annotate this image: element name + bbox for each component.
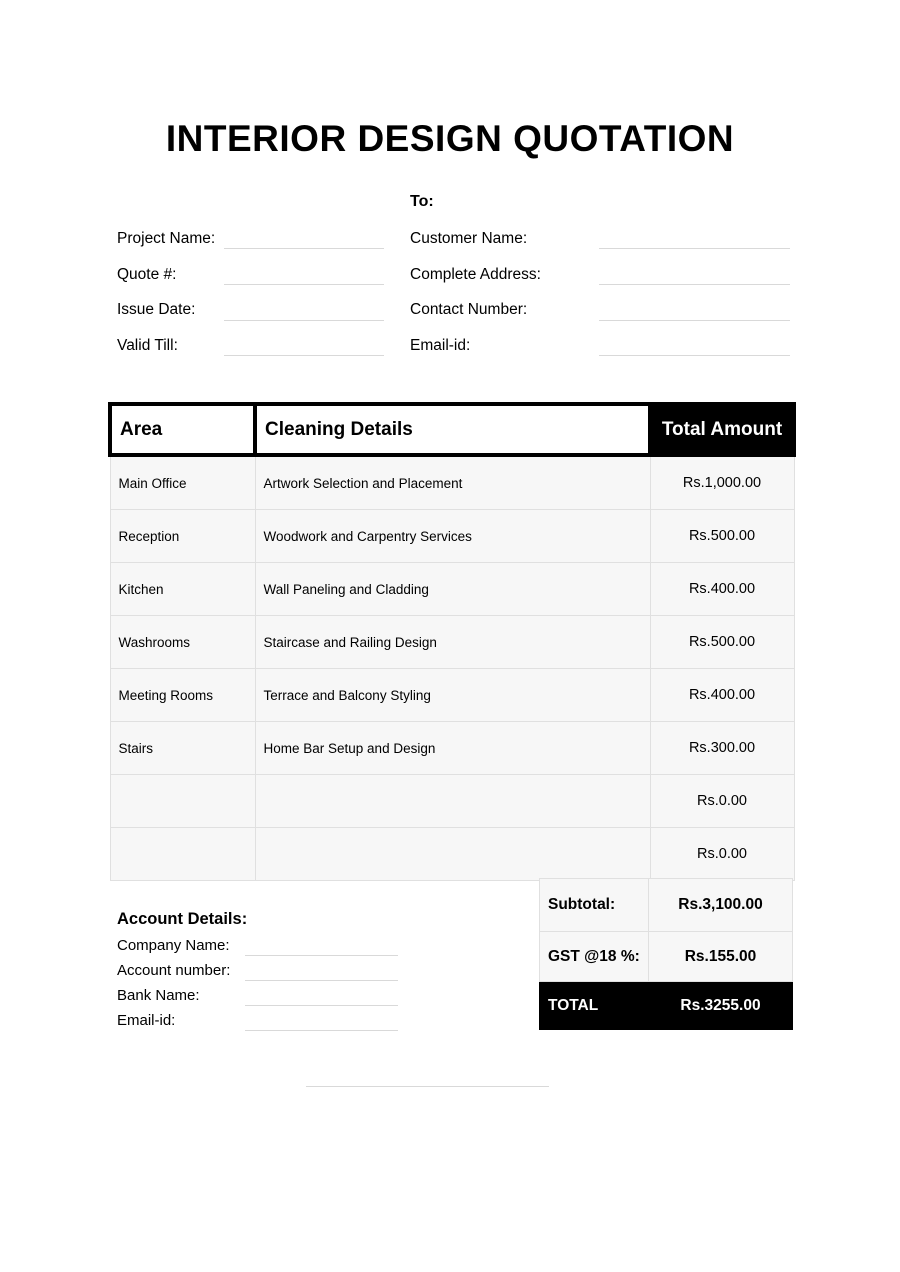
quotation-items-table xyxy=(108,402,796,881)
details-cell[interactable]: Artwork Selection and Placement xyxy=(255,455,650,510)
area-cell[interactable]: Kitchen xyxy=(110,563,255,616)
details-cell[interactable]: Wall Paneling and Cladding xyxy=(255,563,650,616)
total-value[interactable]: Rs.3255.00 xyxy=(649,982,793,1030)
project-name-label: Project Name: xyxy=(117,230,216,247)
details-cell[interactable] xyxy=(255,828,650,881)
table-row xyxy=(110,616,794,669)
company-name-label: Company Name: xyxy=(117,937,230,954)
account-email-label: Email-id: xyxy=(117,1012,176,1029)
contact-number-label: Contact Number: xyxy=(410,301,528,318)
subtotal-label: Subtotal: xyxy=(540,879,649,932)
amount-cell[interactable]: Rs.400.00 xyxy=(650,563,794,616)
totals-table xyxy=(539,878,793,1030)
table-header-row xyxy=(110,404,794,455)
quote-number-label: Quote #: xyxy=(117,266,177,283)
amount-cell[interactable]: Rs.500.00 xyxy=(650,616,794,669)
amount-cell[interactable]: Rs.0.00 xyxy=(650,775,794,828)
subtotal-row xyxy=(540,879,793,932)
email-field[interactable] xyxy=(599,355,790,356)
project-name-field[interactable] xyxy=(224,248,384,249)
gst-row xyxy=(540,932,793,982)
complete-address-field[interactable] xyxy=(599,284,790,285)
account-email-field[interactable] xyxy=(245,1030,398,1031)
details-cell[interactable]: Staircase and Railing Design xyxy=(255,616,650,669)
area-cell[interactable]: Meeting Rooms xyxy=(110,669,255,722)
complete-address-label: Complete Address: xyxy=(410,266,541,283)
details-cell[interactable]: Home Bar Setup and Design xyxy=(255,722,650,775)
company-name-field[interactable] xyxy=(245,955,398,956)
header-total-amount: Total Amount xyxy=(650,404,794,455)
area-cell[interactable] xyxy=(110,828,255,881)
amount-cell[interactable]: Rs.0.00 xyxy=(650,828,794,881)
table-row xyxy=(110,510,794,563)
customer-name-label: Customer Name: xyxy=(410,230,528,247)
document-title: INTERIOR DESIGN QUOTATION xyxy=(165,118,735,159)
table-row xyxy=(110,828,794,881)
area-cell[interactable]: Stairs xyxy=(110,722,255,775)
issue-date-field[interactable] xyxy=(224,320,384,321)
area-cell[interactable]: Main Office xyxy=(110,455,255,510)
table-row xyxy=(110,563,794,616)
area-cell[interactable] xyxy=(110,775,255,828)
grand-total-row xyxy=(540,982,793,1030)
amount-cell[interactable]: Rs.1,000.00 xyxy=(650,455,794,510)
details-cell[interactable]: Terrace and Balcony Styling xyxy=(255,669,650,722)
total-label: TOTAL xyxy=(540,982,649,1030)
contact-number-field[interactable] xyxy=(599,320,790,321)
valid-till-label: Valid Till: xyxy=(117,337,178,354)
subtotal-value[interactable]: Rs.3,100.00 xyxy=(649,879,793,932)
header-area: Area xyxy=(110,404,255,455)
valid-till-field[interactable] xyxy=(224,355,384,356)
customer-name-field[interactable] xyxy=(599,248,790,249)
to-label: To: xyxy=(410,193,434,210)
details-cell[interactable] xyxy=(255,775,650,828)
area-cell[interactable]: Reception xyxy=(110,510,255,563)
signature-line[interactable] xyxy=(306,1086,549,1087)
gst-label: GST @18 %: xyxy=(540,932,649,982)
quote-number-field[interactable] xyxy=(224,284,384,285)
account-number-field[interactable] xyxy=(245,980,398,981)
amount-cell[interactable]: Rs.500.00 xyxy=(650,510,794,563)
details-cell[interactable]: Woodwork and Carpentry Services xyxy=(255,510,650,563)
account-details-title: Account Details: xyxy=(117,910,248,928)
table-row xyxy=(110,455,794,510)
area-cell[interactable]: Washrooms xyxy=(110,616,255,669)
bank-name-field[interactable] xyxy=(245,1005,398,1006)
account-number-label: Account number: xyxy=(117,962,231,979)
bank-name-label: Bank Name: xyxy=(117,987,200,1004)
issue-date-label: Issue Date: xyxy=(117,301,196,318)
amount-cell[interactable]: Rs.300.00 xyxy=(650,722,794,775)
email-label: Email-id: xyxy=(410,337,471,354)
header-cleaning-details: Cleaning Details xyxy=(255,404,650,455)
table-row xyxy=(110,722,794,775)
gst-value[interactable]: Rs.155.00 xyxy=(649,932,793,982)
amount-cell[interactable]: Rs.400.00 xyxy=(650,669,794,722)
table-row xyxy=(110,669,794,722)
table-row xyxy=(110,775,794,828)
